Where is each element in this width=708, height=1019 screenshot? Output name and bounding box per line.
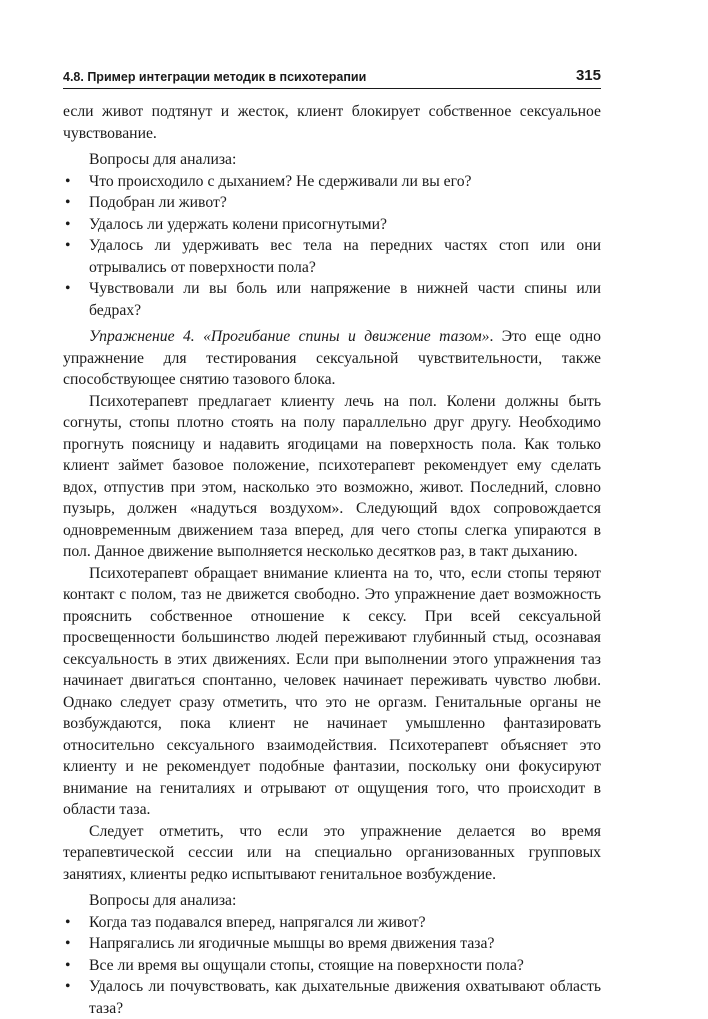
list-item: • Удалось ли удержать колени присогнутыми? [63, 214, 601, 236]
page-number: 315 [576, 67, 601, 84]
header-rule [63, 88, 601, 89]
list-item: • Что происходило с дыханием? Не сдерживали ли вы его? [63, 171, 601, 193]
list-item: • Когда таз подавался вперед, напрягался ли живот? [63, 912, 601, 934]
list-item: • Подобран ли живот? [63, 192, 601, 214]
bullet-icon: • [65, 192, 71, 214]
section-title: 4.8. Пример интеграции методик в психотерапии [63, 70, 366, 84]
list-item: • Чувствовали ли вы боль или напряжение в нижней части спины или бедрах? [63, 278, 601, 321]
exercise-text: . Это еще одно упражнение для тестирования сексуальной чувствительности, также способствующее снятию тазового блока. [63, 328, 601, 388]
bullet-icon: • [65, 976, 71, 998]
list-item: • Напрягались ли ягодичные мышцы во время движения таза? [63, 933, 601, 955]
running-head [63, 66, 601, 88]
page-body [63, 101, 601, 1019]
bullet-icon: • [65, 171, 71, 193]
list-item: • Удалось ли удерживать вес тела на передних частях стоп или они отрывались от поверхности пола? [63, 235, 601, 278]
bullet-icon: • [65, 933, 71, 955]
bullet-icon: • [65, 235, 71, 257]
list-item: • Все ли время вы ощущали стопы, стоящие на поверхности пола? [63, 955, 601, 977]
paragraph-2: Психотерапевт предлагает клиенту лечь на пол. Колени должны быть согнуты, стопы плотно стоять на полу параллельно друг другу. Необходимо прогнуть поясницу и надавить ягодицами на поверхность пола. Как только клиент займет базовое положение, психотерапевт рекомендует ему сделать вдох, отпустив при этом, насколько это возможно, живот. Последний, словно пузырь, должен «надуться воздухом». Следующий вдох сопровождается одновременным движением таза вперед, для чего стопы слегка упираются в пол. Данное движение выполняется несколько десятков раз, в такт дыханию. [63, 391, 601, 563]
exercise-title: Упражнение 4. «Прогибание спины и движение тазом» [89, 328, 490, 345]
bullet-icon: • [65, 278, 71, 300]
paragraph-3: Психотерапевт обращает внимание клиента на то, что, если стопы теряют контакт с полом, таз не движется свободно. Это упражнение дает возможность прояснить собственное отношение к сексу. При всей сексуальной просвещенности большинство людей переживают глубинный стыд, осознавая сексуальность в этих движениях. Если при выполнении этого упражнения таз начинает двигаться спонтанно, человек начинает переживать чувство любви. Однако следует сразу отметить, что это не оргазм. Генитальные органы не возбуждаются, пока клиент не начинает умышленно фантазировать относительно сексуального взаимодействия. Психотерапевт объясняет это клиенту и не рекомендует подобные фантазии, поскольку они фокусируют внимание на гениталиях и отрывают от ощущения того, что происходит в области таза. [63, 563, 601, 821]
questions-heading: Вопросы для анализа: [63, 890, 601, 912]
bullet-icon: • [65, 912, 71, 934]
questions-heading: Вопросы для анализа: [63, 149, 601, 171]
questions-list-2 [63, 912, 601, 1019]
list-item: • Удалось ли почувствовать, как дыхательные движения охватывают область таза? [63, 976, 601, 1019]
intro-paragraph: если живот подтянут и жесток, клиент блокирует собственное сексуальное чувствование. [63, 101, 601, 144]
exercise-paragraph [63, 326, 601, 391]
questions-list-1 [63, 171, 601, 322]
bullet-icon: • [65, 214, 71, 236]
bullet-icon: • [65, 955, 71, 977]
paragraph-4: Следует отметить, что если это упражнение делается во время терапевтической сессии или на специально организованных групповых занятиях, клиенты редко испытывают генитальное возбуждение. [63, 821, 601, 886]
